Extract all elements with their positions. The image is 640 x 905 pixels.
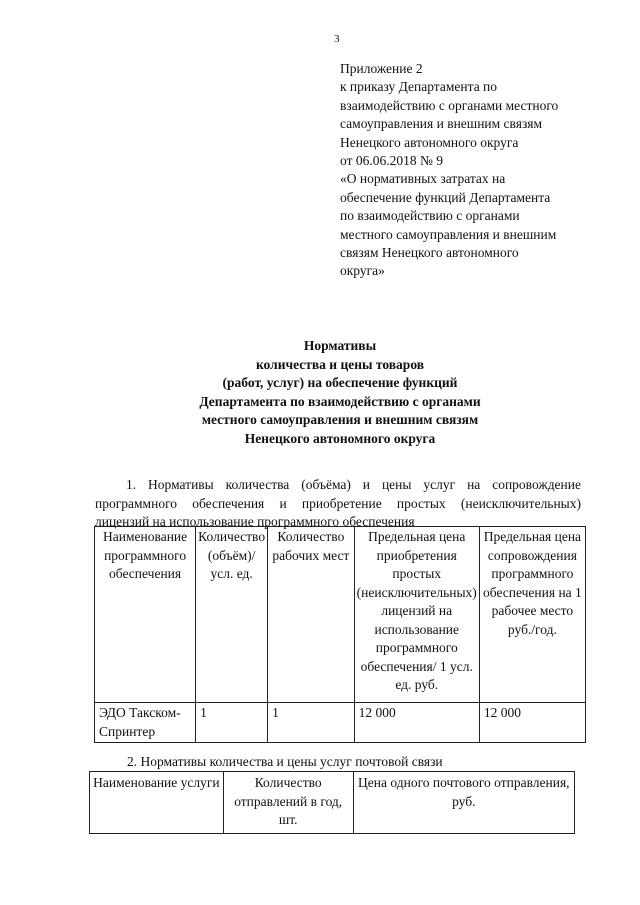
table-header-row [90, 772, 575, 834]
appendix-line: самоуправления и внешним связям [340, 116, 543, 132]
appendix-line: по взаимодействию с органами [340, 208, 520, 224]
section-1-heading [95, 476, 581, 532]
table-header-row [95, 527, 586, 703]
appendix-line: связям Ненецкого автономного [340, 245, 519, 261]
appendix-line: округа» [340, 263, 385, 279]
title-line: Департамента по взаимодействию с органами [199, 393, 481, 409]
section-1-line: лицензий на использование программного обеспечения [95, 514, 415, 529]
appendix-line: к приказу Департамента по [340, 79, 498, 95]
table-cell: ЭДО Такском-Спринтер [95, 703, 196, 743]
section-1-line: программного обеспечения и приобретение простых (неисключительных) [95, 495, 581, 511]
table-cell: 1 [268, 703, 355, 743]
appendix-line: обеспечение функций Департамента [340, 189, 551, 205]
column-header: Наименование услуги [90, 772, 224, 834]
title-line: количества и цены товаров [255, 356, 425, 372]
title-line: Ненецкого автономного округа [244, 430, 436, 446]
section-2-heading: 2. Нормативы количества и цены услуг почтовой связи [127, 754, 443, 769]
software-norms-table [94, 526, 586, 743]
column-header: Предельная цена приобретения простых (неисключительных) лицензий на использование программного обеспечения/ 1 усл. ед. руб. [354, 527, 479, 703]
page-number: 3 [334, 33, 340, 45]
table-cell: 12 000 [354, 703, 479, 743]
title-line: (работ, услуг) на обеспечение функций [222, 375, 458, 390]
column-header: Предельная цена сопровождения программного обеспечения на 1 рабочее место руб./год. [479, 527, 585, 703]
column-header: Количество (объём)/ усл. ед. [196, 527, 268, 703]
appendix-line: Ненецкого автономного округа [340, 134, 519, 150]
appendix-header [340, 60, 620, 281]
appendix-line: местного самоуправления и внешним [340, 226, 557, 242]
table-cell: 12 000 [479, 703, 585, 743]
appendix-line: от 06.06.2018 № 9 [340, 153, 443, 169]
table-cell: 1 [196, 703, 268, 743]
column-header: Количество рабочих мест [268, 527, 355, 703]
title-line: местного самоуправления и внешним связям [201, 412, 479, 427]
column-header: Количество отправлений в год, шт. [223, 772, 353, 834]
appendix-line: Приложение 2 [340, 61, 423, 76]
appendix-line: «О нормативных затратах на [340, 171, 506, 187]
column-header: Наименование программного обеспечения [95, 527, 196, 703]
document-title [90, 337, 590, 448]
postal-norms-table [89, 771, 575, 834]
appendix-line: взаимодействию с органами местного [340, 97, 559, 113]
table-row [95, 703, 586, 743]
section-1-line: 1. Нормативы количества (объёма) и цены услуг на сопровождение [126, 477, 581, 492]
column-header: Цена одного почтового отправления, руб. [353, 772, 574, 834]
title-line: Нормативы [303, 338, 377, 353]
